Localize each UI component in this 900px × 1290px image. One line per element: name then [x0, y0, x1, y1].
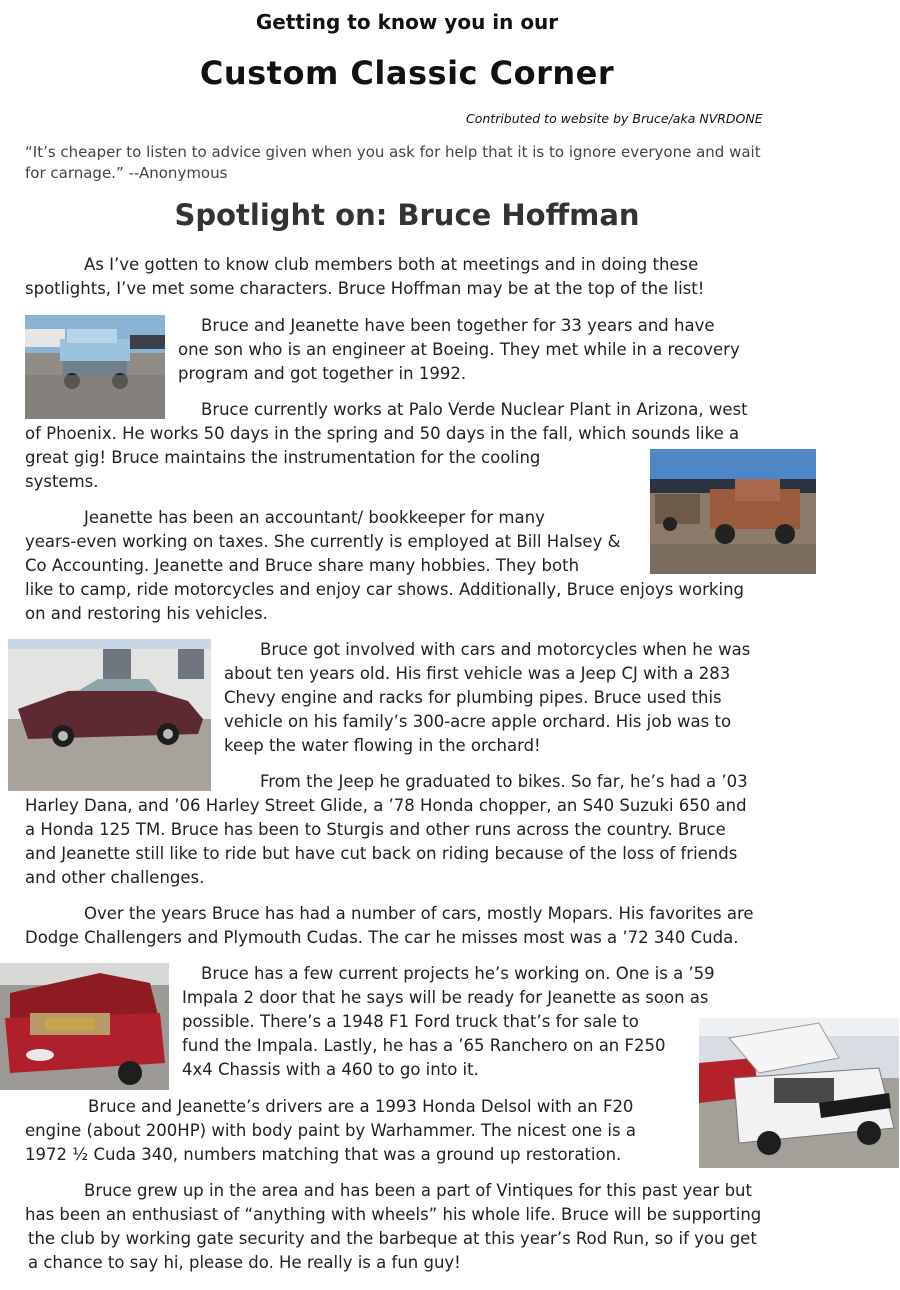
text-line: Chevy engine and racks for plumbing pipes. Bruce used this: [224, 688, 722, 707]
photo-red-delsol: [0, 963, 169, 1090]
page-title: Custom Classic Corner: [199, 54, 615, 92]
text-line: Bruce grew up in the area and has been a part of Vintiques for this past year but: [84, 1181, 752, 1200]
paragraph-intro: [25, 253, 815, 301]
text-line: Bruce and Jeanette have been together for 33 years and have: [201, 316, 715, 335]
text-line: like to camp, ride motorcycles and enjoy car shows. Additionally, Bruce enjoys working: [25, 580, 744, 599]
header-kicker: Getting to know you in our: [255, 10, 559, 34]
paragraph-jeanette: [25, 506, 815, 626]
paragraph-bikes: [25, 770, 815, 890]
text-line: Bruce and Jeanette’s drivers are a 1993 Honda Delsol with an F20: [88, 1097, 634, 1116]
text-line: From the Jeep he graduated to bikes. So far, he’s had a ’03: [260, 772, 748, 791]
text-line: and other challenges.: [25, 868, 205, 887]
photo-impala: [8, 639, 211, 791]
paragraph-projects: [182, 962, 722, 1082]
paragraph-family: [178, 314, 808, 386]
paragraph-closing: [25, 1179, 825, 1275]
text-line: As I’ve gotten to know club members both at meetings and in doing these: [84, 255, 699, 274]
text-line: great gig! Bruce maintains the instrumentation for the cooling: [25, 448, 541, 467]
epigraph-quote: [25, 142, 800, 184]
text-line: the club by working gate security and the barbeque at this year’s Rod Run, so if you get: [28, 1229, 757, 1248]
text-line: Dodge Challengers and Plymouth Cudas. The car he misses most was a ’72 340 Cuda.: [25, 928, 739, 947]
text-line: 4x4 Chassis with a 460 to go into it.: [182, 1060, 479, 1079]
credit-line: Contributed to website by Bruce/aka NVRDONE: [466, 111, 763, 126]
text-line: systems.: [25, 472, 99, 491]
text-line: years-even working on taxes. She currently is employed at Bill Halsey &: [25, 532, 621, 551]
photo-white-cuda: [699, 1018, 899, 1168]
paragraph-drivers: [25, 1095, 695, 1167]
text-line: and Jeanette still like to ride but have cut back on riding because of the loss of friends: [25, 844, 738, 863]
paragraph-early-years: [224, 638, 804, 758]
text-line: Harley Dana, and ’06 Harley Street Glide, a ’78 Honda chopper, an S40 Suzuki 650 and: [25, 796, 747, 815]
text-line: of Phoenix. He works 50 days in the spring and 50 days in the fall, which sounds like a: [25, 424, 740, 443]
text-line: Impala 2 door that he says will be ready for Jeanette as soon as: [182, 988, 709, 1007]
text-line: Jeanette has been an accountant/ bookkeeper for many: [84, 508, 545, 527]
text-line: a chance to say hi, please do. He really is a fun guy!: [28, 1253, 461, 1272]
text-line: Bruce got involved with cars and motorcycles when he was: [260, 640, 751, 659]
quote-line: for carnage.” --Anonymous: [25, 164, 228, 182]
text-line: possible. There’s a 1948 F1 Ford truck that’s for sale to: [182, 1012, 639, 1031]
spotlight-heading: Spotlight on: Bruce Hoffman: [174, 198, 640, 232]
text-line: keep the water flowing in the orchard!: [224, 736, 541, 755]
text-line: Over the years Bruce has had a number of cars, mostly Mopars. His favorites are: [84, 904, 754, 923]
text-line: Co Accounting. Jeanette and Bruce share many hobbies. They both: [25, 556, 580, 575]
text-line: one son who is an engineer at Boeing. They met while in a recovery: [178, 340, 740, 359]
text-line: 1972 ½ Cuda 340, numbers matching that was a ground up restoration.: [25, 1145, 622, 1164]
text-line: fund the Impala. Lastly, he has a ’65 Ranchero on an F250: [182, 1036, 666, 1055]
text-line: on and restoring his vehicles.: [25, 604, 268, 623]
text-line: engine (about 200HP) with body paint by Warhammer. The nicest one is a: [25, 1121, 636, 1140]
text-line: has been an enthusiast of “anything with wheels” his whole life. Bruce will be supporting: [25, 1205, 762, 1224]
text-line: program and got together in 1992.: [178, 364, 467, 383]
text-line: Bruce has a few current projects he’s working on. One is a ’59: [201, 964, 715, 983]
text-line: about ten years old. His first vehicle was a Jeep CJ with a 283: [224, 664, 731, 683]
text-line: vehicle on his family’s 300-acre apple orchard. His job was to: [224, 712, 732, 731]
text-line: a Honda 125 TM. Bruce has been to Sturgis and other runs across the country. Bruce: [25, 820, 726, 839]
text-line: Bruce currently works at Palo Verde Nuclear Plant in Arizona, west: [201, 400, 748, 419]
quote-line: “It’s cheaper to listen to advice given when you ask for help that it is to ignore everyone and wait: [25, 143, 761, 161]
paragraph-cars: [25, 902, 815, 950]
text-line: spotlights, I’ve met some characters. Bruce Hoffman may be at the top of the list!: [25, 279, 705, 298]
